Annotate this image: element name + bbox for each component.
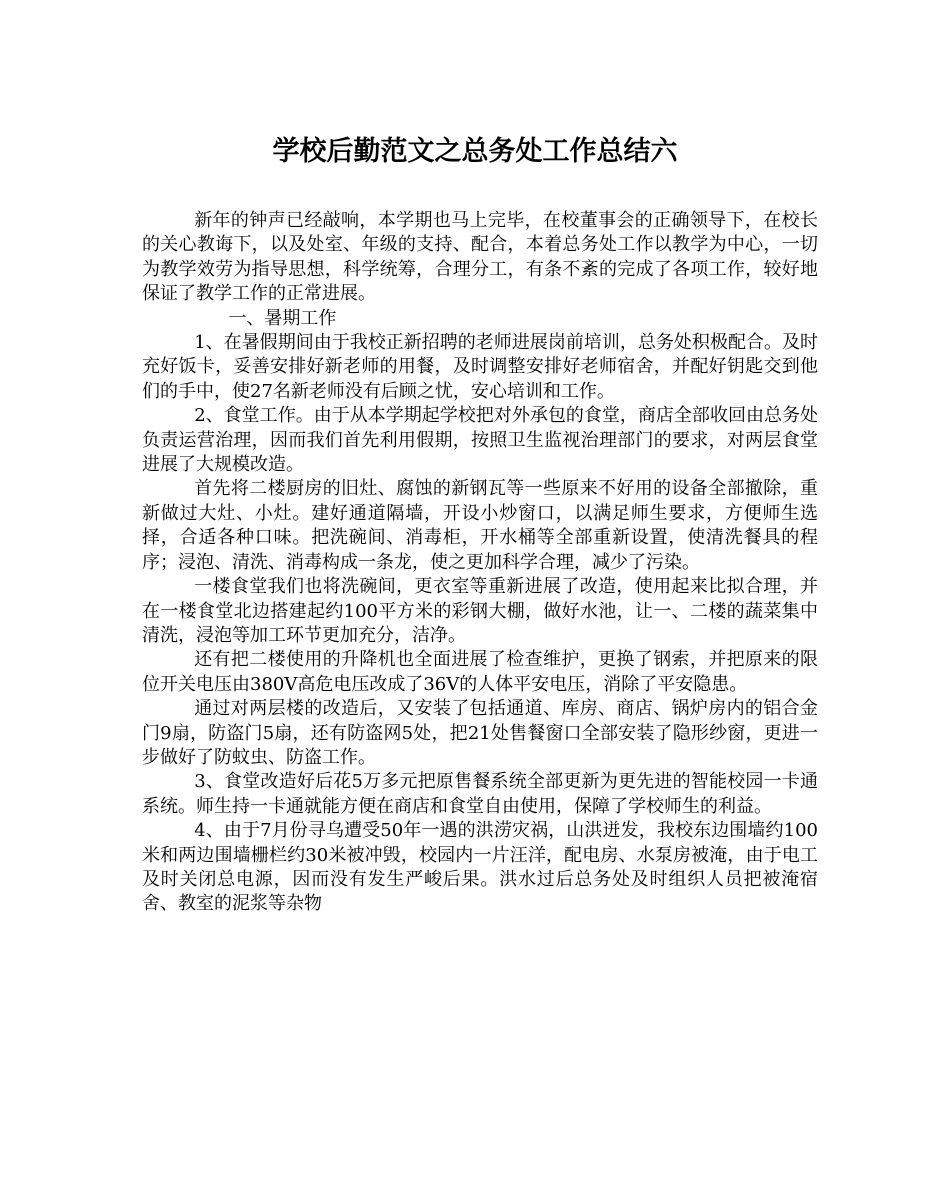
paragraph-item-2: 2、食堂工作。由于从本学期起学校把对外承包的食堂，商店全部收回由总务处负责运营治理，因而我们首先利用假期，按照卫生监视治理部门的要求，对两层食堂进展了大规模改造。 — [142, 405, 818, 476]
paragraph-intro: 新年的钟声已经敲响，本学期也马上完毕，在校董事会的正确领导下，在校长的关心教诲下，以及处室、年级的支持、配合，本着总务处工作以教学为中心，一切为教学效劳为指导思想，科学统筹，合理分工，有条不紊的完成了各项工作，较好地保证了教学工作的正常进展。 — [142, 210, 818, 305]
paragraph-item-3: 3、食堂改造好后花5万多元把原售餐系统全部更新为更先进的智能校园一卡通系统。师生持一卡通就能方便在商店和食堂自由使用，保障了学校师生的利益。 — [142, 771, 818, 817]
paragraph-doors-windows: 通过对两层楼的改造后，又安装了包括通道、库房、商店、锅炉房内的铝合金门9扇，防盗门5扇，还有防盗网5处，把21处售餐窗口全部安装了隐形纱窗，更进一步做好了防蚊虫、防盗工作。 — [142, 698, 818, 768]
paragraph-kitchen-second-floor: 首先将二楼厨房的旧灶、腐蚀的新钢瓦等一些原来不好用的设备全部撤除，重新做过大灶、小灶。建好通道隔墙，开设小炒窗口，以满足师生要求，方便师生选择，合适各种口味。把洗碗间、消毒柜，开水桶等全部重新设置，使清洗餐具的程序；浸泡、清洗、消毒构成一条龙，使之更加科学合理，减少了污染。 — [142, 478, 818, 573]
paragraph-kitchen-first-floor: 一楼食堂我们也将洗碗间，更衣室等重新进展了改造，使用起来比拟合理，并在一楼食堂北边搭建起约100平方米的彩钢大棚，做好水池，让一、二楼的蔬菜集中清洗，浸泡等加工环节更加充分，洁净。 — [142, 576, 818, 646]
section-heading-summer: 一、暑期工作 — [228, 307, 337, 329]
document-body — [142, 209, 818, 917]
document-title: 学校后勤范文之总务处工作总结六 — [272, 136, 678, 167]
paragraph-elevator: 还有把二楼使用的升降机也全面进展了检查维护，更换了钢索，并把原来的限位开关电压由380V高危电压改成了36V的人体平安电压，消除了平安隐患。 — [142, 649, 818, 695]
paragraph-item-1: 1、在暑假期间由于我校正新招聘的老师进展岗前培训，总务处积极配合。及时充好饭卡，妥善安排好新老师的用餐，及时调整安排好老师宿舍，并配好钥匙交到他们的手中，使27名新老师没有后顾之忧，安心培训和工作。 — [142, 332, 818, 402]
paragraph-item-4: 4、由于7月份寻乌遭受50年一遇的洪涝灾祸，山洪迸发，我校东边围墙约100米和两边围墙栅栏约30米被冲毁，校园内一片汪洋，配电房、水泵房被淹，由于电工及时关闭总电源，因而没有发生严峻后果。洪水过后总务处及时组织人员把被淹宿舍、教室的泥浆等杂物 — [142, 820, 818, 915]
